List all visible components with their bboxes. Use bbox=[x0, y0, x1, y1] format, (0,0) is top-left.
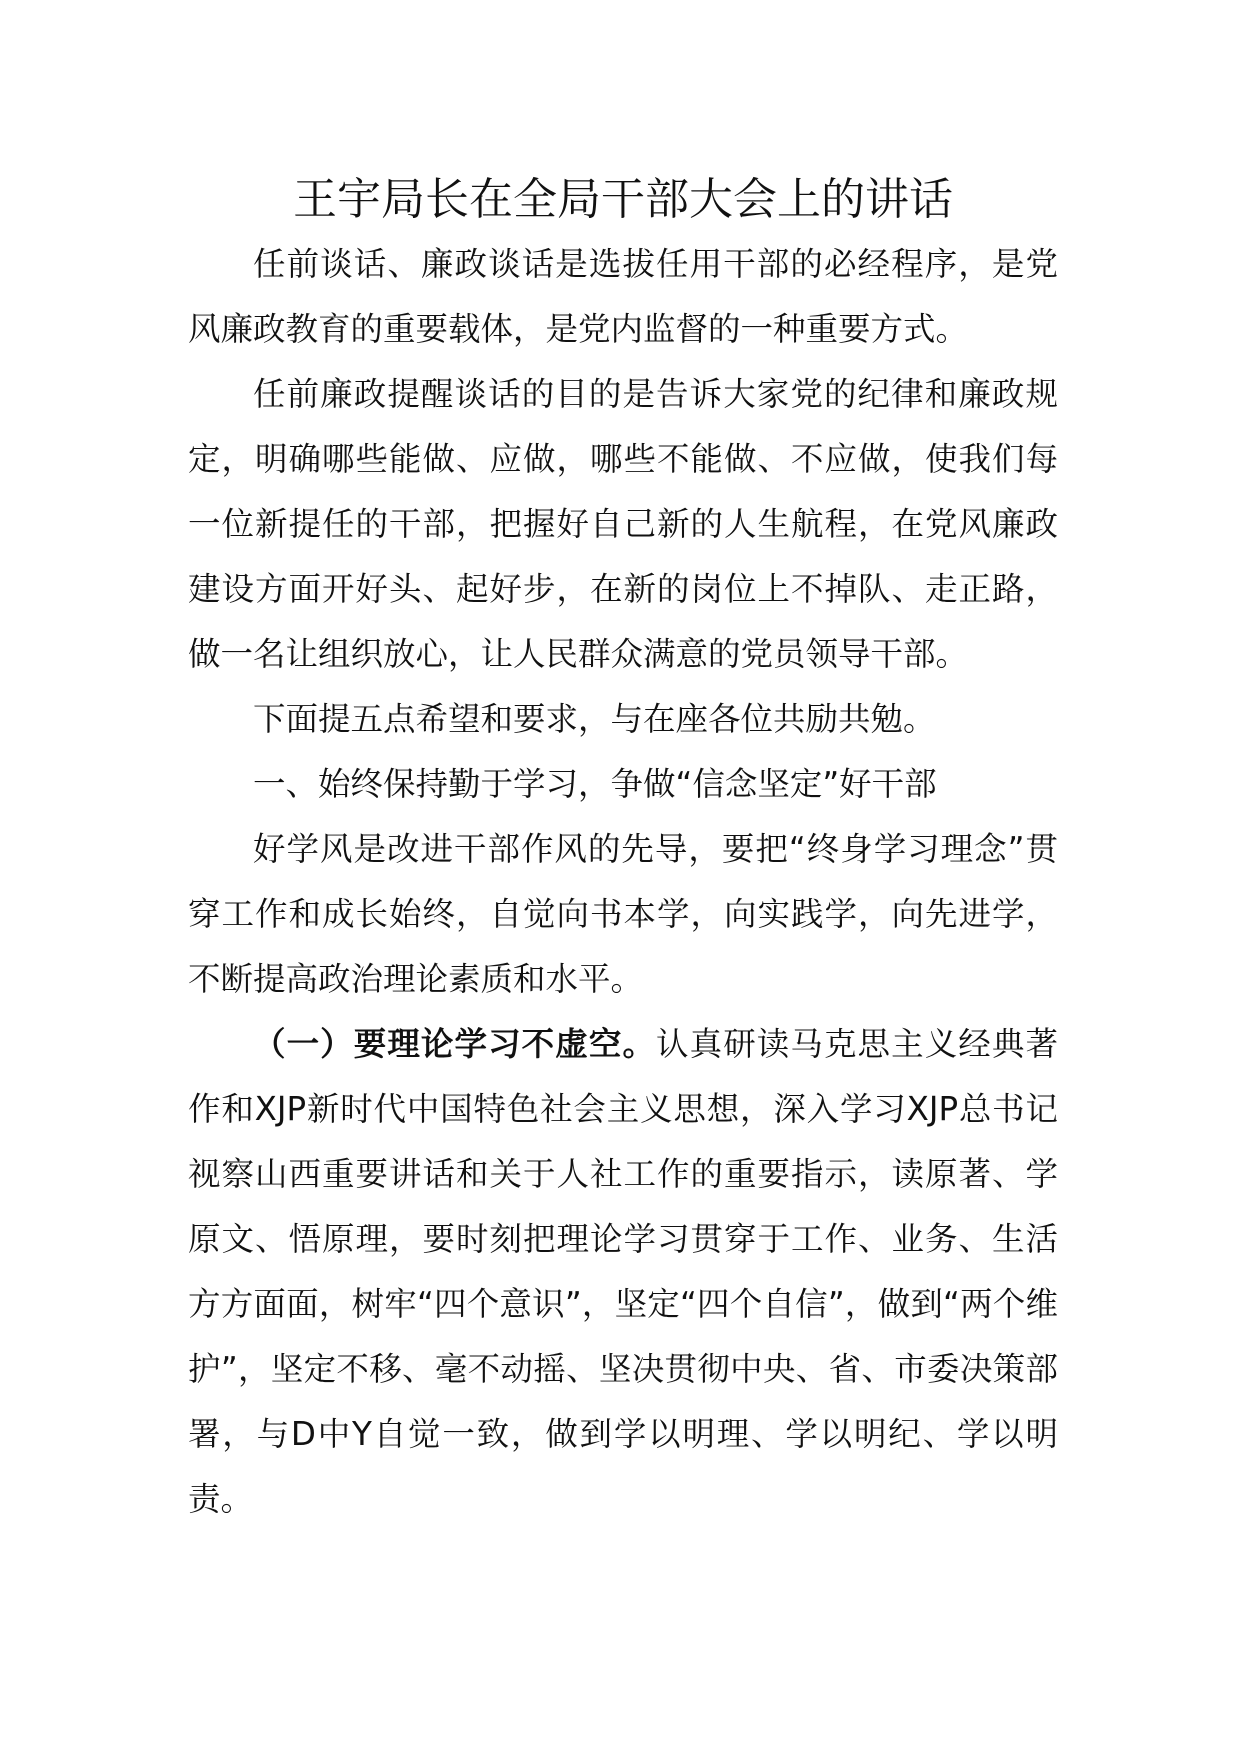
section-paragraph: 好学风是改进干部作风的先导，要把“终身学习理念”贯穿工作和成长始终，自觉向书本学，向实践学，向先进学，不断提高政治理论素质和水平。 bbox=[188, 830, 1058, 998]
subsection-paragraph bbox=[188, 1012, 1058, 1532]
body-paragraph: 下面提五点希望和要求，与在座各位共励共勉。 bbox=[253, 700, 936, 738]
document-title: 王宇局长在全局干部大会上的讲话 bbox=[293, 174, 953, 225]
subsection-text: 认真研读马克思主义经典著作和XJP新时代中国特色社会主义思想，深入学习XJP总书记视察山西重要讲话和关于人社工作的重要指示，读原著、学原文、悟原理，要时刻把理论学习贯穿于工作、业务、生活方方面面，树牢“四个意识”，坚定“四个自信”，做到“两个维护”，坚定不移、毫不动摇、坚决贯彻中央、省、市委决策部署，与D中Y自觉一致，做到学以明理、学以明纪、学以明责。 bbox=[188, 1025, 1058, 1518]
section-heading: 一、始终保持勤于学习，争做“信念坚定”好干部 bbox=[253, 765, 937, 803]
body-paragraph: 任前廉政提醒谈话的目的是告诉大家党的纪律和廉政规定，明确哪些能做、应做，哪些不能做、不应做，使我们每一位新提任的干部，把握好自己新的人生航程，在党风廉政建设方面开好头、起好步，在新的岗位上不掉队、走正路，做一名让组织放心，让人民群众满意的党员领导干部。 bbox=[188, 375, 1058, 673]
document-page bbox=[188, 170, 1058, 1532]
subsection-lead: （一）要理论学习不虚空。 bbox=[253, 1025, 657, 1063]
body-paragraph: 任前谈话、廉政谈话是选拔任用干部的必经程序，是党风廉政教育的重要载体，是党内监督的一种重要方式。 bbox=[188, 245, 1058, 348]
